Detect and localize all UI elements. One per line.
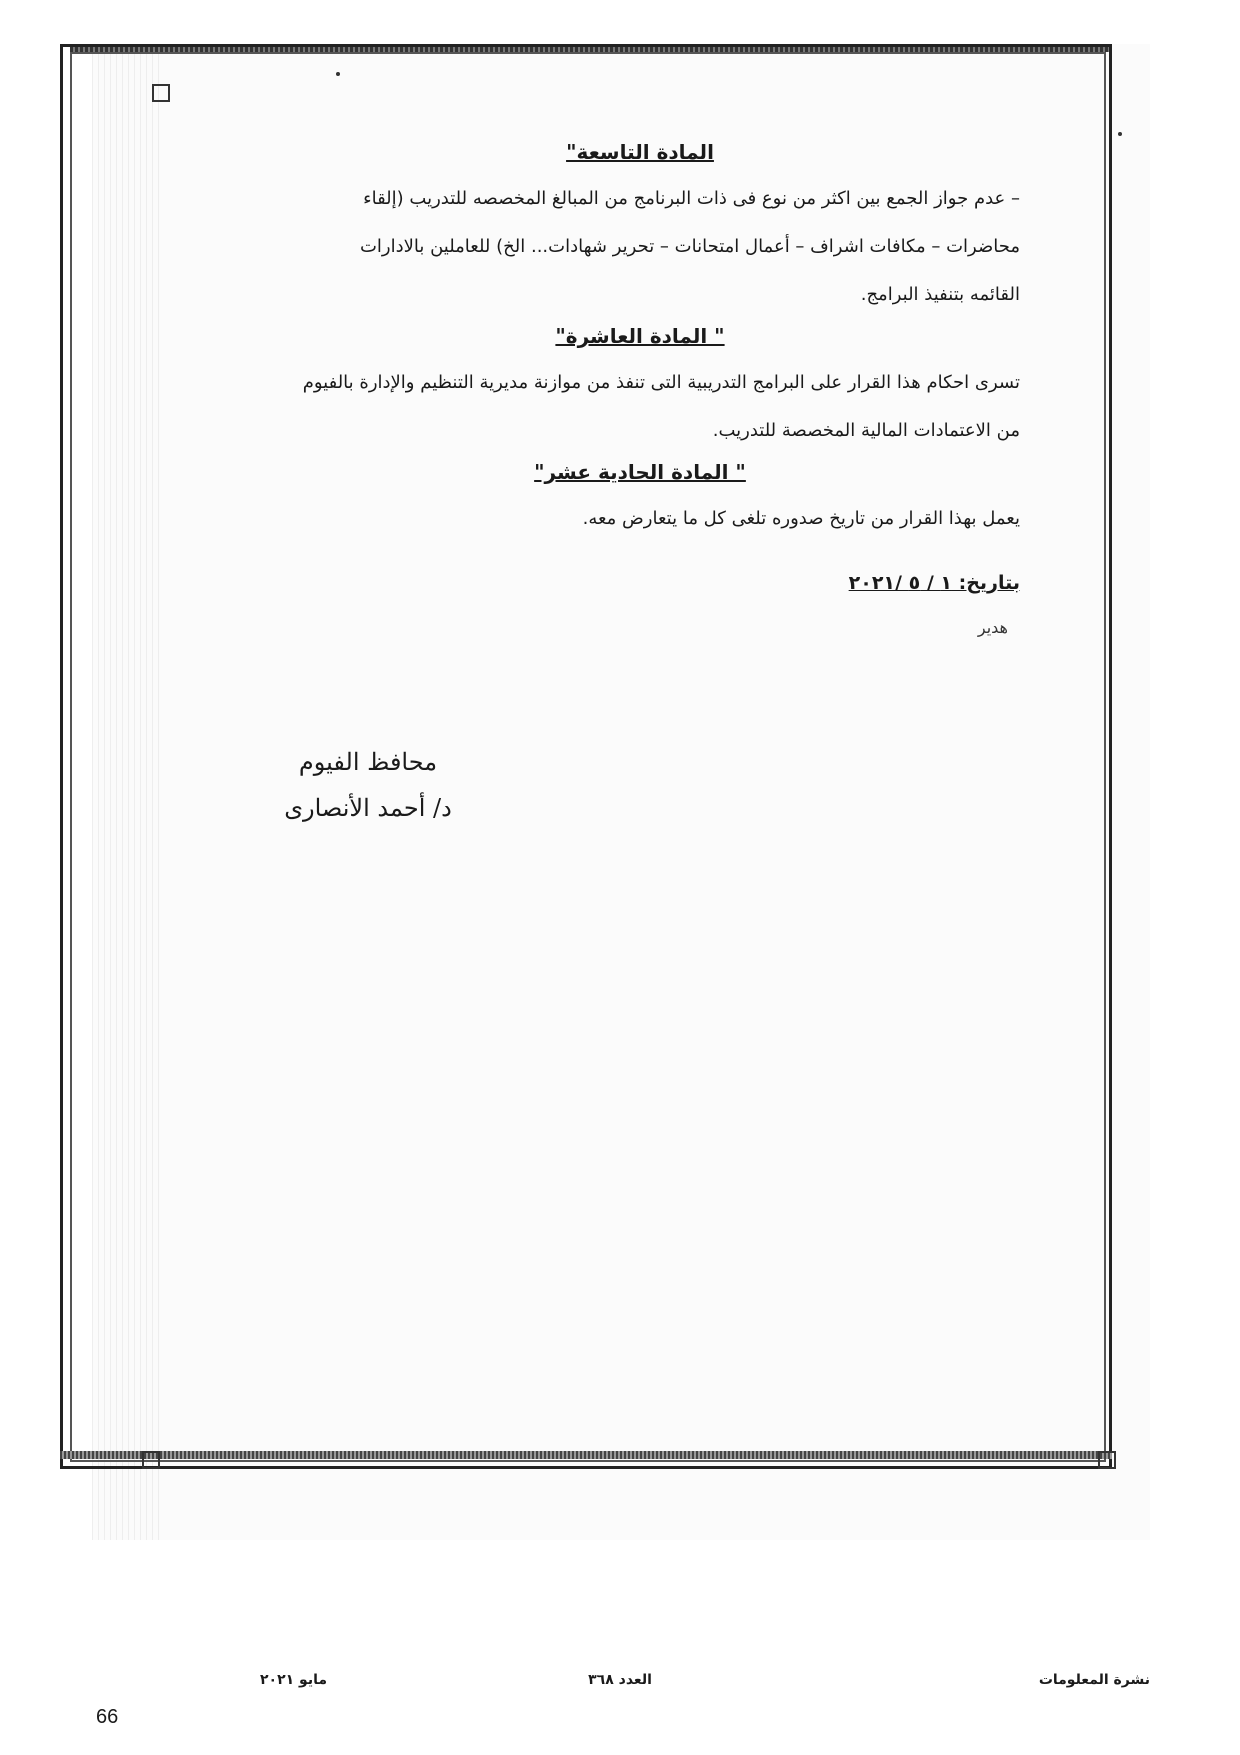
article-10-line: من الاعتمادات المالية المخصصة للتدريب. [712,420,1020,441]
decree-date: بتاريخ: ١ / ٥ /٢٠٢١ [848,572,1020,594]
frame-corner-bottom-right [1098,1451,1116,1469]
signature-block [258,748,478,822]
footer-issue: العدد ٣٦٨ [588,1672,652,1688]
footer-publication: نشرة المعلومات [1038,1672,1150,1688]
scan-speck [1118,132,1122,136]
decree-text [260,140,1020,546]
frame-corner-top-left [152,84,170,102]
article-9-line: – عدم جواز الجمع بين اكثر من نوع فى ذات البرنامج من المبالغ المخصصه للتدريب (إلقاء [363,188,1020,209]
handwritten-note: هدير [977,618,1008,637]
scan-speck [336,72,340,76]
signatory-name: د/ أحمد الأنصارى [284,794,452,822]
article-9-line: محاضرات – مكافات اشراف – أعمال امتحانات – تحرير شهادات... الخ) للعاملين بالادارات [359,236,1020,257]
article-10-line: تسرى احكام هذا القرار على البرامج التدريبية التى تنفذ من موازنة مديرية التنظيم والإدارة بالفيوم [302,372,1020,393]
article-9-heading: المادة التاسعة" [566,140,714,164]
signatory-title: محافظ الفيوم [298,748,438,776]
article-10-heading: " المادة العاشرة" [555,324,725,348]
article-9-line: القائمه بتنفيذ البرامج. [860,284,1020,305]
page-number: 66 [96,1706,119,1728]
article-11-line: يعمل بهذا القرار من تاريخ صدوره تلغى كل ما يتعارض معه. [582,508,1020,529]
frame-bottom-border [60,1451,1112,1459]
article-11-heading: " المادة الحادية عشر" [534,460,746,484]
footer-date: مايو ٢٠٢١ [260,1672,328,1688]
page-footer [0,1672,1240,1702]
frame-corner-bottom-left [142,1451,160,1469]
